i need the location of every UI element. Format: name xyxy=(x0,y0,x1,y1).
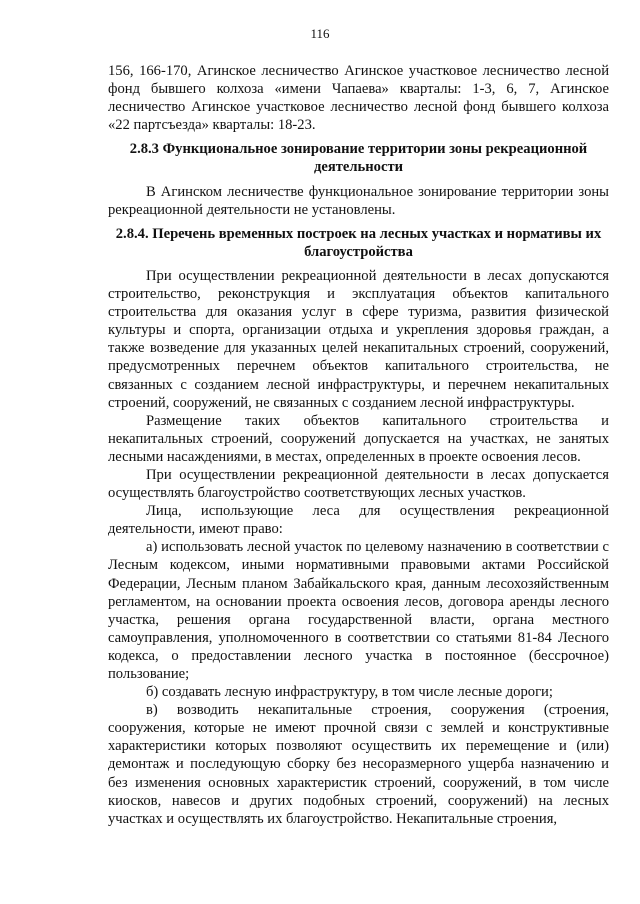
list-item-b: б) создавать лесную инфраструктуру, в том числе лесные дороги; xyxy=(146,684,553,701)
page-number: 116 xyxy=(310,26,330,41)
section-2-8-4-paragraph-3: При осуществлении рекреационной деятельности в лесах допускается осуществлять благоустройство соответствующих лесных участков. xyxy=(108,466,609,502)
section-2-8-4-paragraph-1: При осуществлении рекреационной деятельности в лесах допускаются строительство, реконструкция и эксплуатация объектов капитального строительства для оказания услуг в сфере туризма, развития физической культуры и спорта, организации отдыха и укрепления здоровья граждан, а также возведение для указанных целей некапитальных строений, сооружений, предусмотренных перечнем объектов капитального строительства, не связанных с созданием лесной инфраструктуры, и перечнем некапитальных строений, сооружений, не связанных с созданием лесной инфраструктуры. xyxy=(108,267,609,411)
list-item-a: а) использовать лесной участок по целевому назначению в соответствии с Лесным кодексом, иными нормативными правовыми актами Российской Федерации, Лесным планом Забайкальского края, данным лесохозяйственным регламентом, на основании проекта освоения лесов, договора аренды лесного участка, решения органа государственной власти, органа местного самоуправления, уполномоченного в соответствии со статьями 81-84 Лесного кодекса, о предоставлении лесного участка в постоянное (бессрочное) пользование; xyxy=(108,539,609,682)
section-2-8-3-paragraph: В Агинском лесничестве функциональное зонирование территории зоны рекреационной деятельности не установлены. xyxy=(108,183,609,218)
section-2-8-3-heading: 2.8.3 Функциональное зонирование территории зоны рекреационной деятельности xyxy=(129,141,588,176)
section-2-8-4-paragraph-4: Лица, использующие леса для осуществления рекреационной деятельности, имеют право: xyxy=(108,503,609,538)
document-body xyxy=(108,62,609,828)
intro-paragraph: 156, 166-170, Агинское лесничество Агинское участковое лесничество лесной фонд бывшего колхоза «имени Чапаева» кварталы: 1-3, 6, 7, Агинское лесничество Агинское участковое лесничество лесной фонд бывшего колхоза «22 партсъезда» кварталы: 18-23. xyxy=(108,63,609,134)
section-2-8-4-heading: 2.8.4. Перечень временных построек на лесных участках и нормативы их благоустройства xyxy=(115,225,602,260)
section-2-8-4-paragraph-2: Размещение таких объектов капитального строительства и некапитальных строений, сооружений допускается на участках, не занятых лесными насаждениями, в местах, определенных в проекте освоения лесов. xyxy=(108,412,609,465)
list-item-v: в) возводить некапитальные строения, сооружения (строения, сооружения, которые не имеют прочной связи с землей и конструктивные характеристики которых позволяют осуществить их перемещение и (или) демонтаж и последующую сборку без несоразмерного ущерба назначению и без изменения основных характеристик строений, сооружений, в том числе киосков, навесов и других подобных строений, сооружений) на лесных участках и осуществлять их благоустройство. Некапитальные строения, xyxy=(108,702,609,827)
